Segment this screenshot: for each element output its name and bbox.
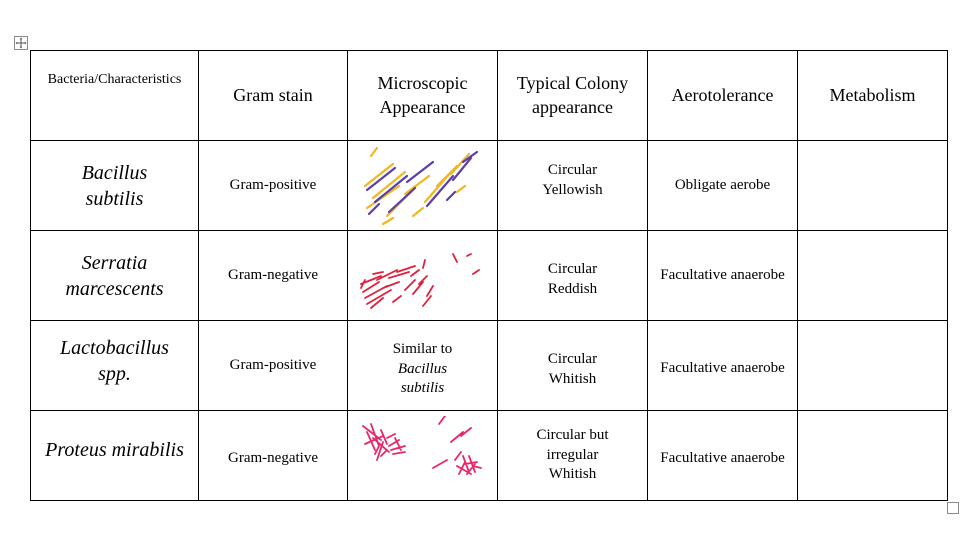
proteus-rods-drawing [353, 416, 493, 496]
header-bacteria: Bacteria/Characteristics [31, 51, 199, 141]
colony-line: Circular [547, 351, 598, 367]
colony-cell [498, 231, 648, 321]
serratia-rods-drawing [353, 236, 493, 316]
colony-line: Whitish [548, 370, 597, 387]
aerotolerance-cell: Facultative anaerobe [648, 321, 798, 411]
bacteria-name-cell [31, 141, 199, 231]
colony-line: Circular [547, 261, 598, 277]
micro-italic: Bacillus [397, 360, 448, 377]
header-colony: Typical Colony appearance [498, 51, 648, 141]
bacteria-name: spp. [98, 363, 131, 385]
colony-cell [498, 411, 648, 501]
yellow-rods [365, 148, 469, 224]
gram-stain-cell: Gram-negative [199, 411, 348, 501]
table-move-handle-icon[interactable] [14, 36, 28, 50]
gram-stain-cell: Gram-negative [199, 231, 348, 321]
gram-stain-cell: Gram-positive [199, 141, 348, 231]
bacteria-table [30, 50, 948, 501]
colony-line: Yellowish [542, 181, 603, 198]
aerotolerance-cell: Facultative anaerobe [648, 231, 798, 321]
colony-cell [498, 321, 648, 411]
metabolism-cell[interactable] [798, 411, 948, 501]
table-row [31, 321, 948, 411]
colony-line: Circular [547, 162, 598, 178]
bacteria-name: Serratia [81, 251, 148, 274]
bacteria-name: Proteus mirabilis [45, 439, 184, 461]
table-row [31, 231, 948, 321]
table-resize-handle-icon[interactable] [947, 502, 959, 514]
bacteria-name-cell [31, 411, 199, 501]
bacteria-name-cell [31, 321, 199, 411]
colony-cell [498, 141, 648, 231]
metabolism-cell[interactable] [798, 231, 948, 321]
header-row [31, 51, 948, 141]
bacteria-name: marcescents [65, 277, 164, 300]
header-metabolism: Metabolism [798, 51, 948, 141]
metabolism-cell[interactable] [798, 141, 948, 231]
microscopic-sketch-cell [348, 411, 498, 501]
aerotolerance-cell: Facultative anaerobe [648, 411, 798, 501]
table-row [31, 141, 948, 231]
colony-line: Reddish [547, 280, 598, 297]
colony-line: Whitish [548, 466, 597, 483]
table-row [31, 411, 948, 501]
bacillus-rods-drawing [353, 146, 493, 226]
metabolism-cell[interactable] [798, 321, 948, 411]
microscopic-sketch-cell [348, 141, 498, 231]
microscopic-line-1 [348, 340, 497, 379]
colony-line: Circular but [536, 427, 609, 444]
purple-rods [367, 152, 477, 214]
microscopic-text-cell [348, 321, 498, 411]
bacteria-name: Lactobacillus [60, 337, 169, 359]
gram-stain-cell: Gram-positive [199, 321, 348, 411]
bacteria-name: subtilis [85, 187, 144, 210]
header-microscopic: Microscopic Appearance [348, 51, 498, 141]
bacteria-name: Bacillus [81, 161, 148, 184]
microscopic-sketch-cell [348, 231, 498, 321]
micro-prefix: Similar to [392, 341, 453, 358]
bacteria-name-cell [31, 231, 199, 321]
microscopic-line-2: subtilis [400, 380, 445, 397]
colony-line: irregular [546, 446, 599, 463]
aerotolerance-cell: Obligate aerobe [648, 141, 798, 231]
header-aerotolerance: Aerotolerance [648, 51, 798, 141]
header-gram-stain: Gram stain [199, 51, 348, 141]
